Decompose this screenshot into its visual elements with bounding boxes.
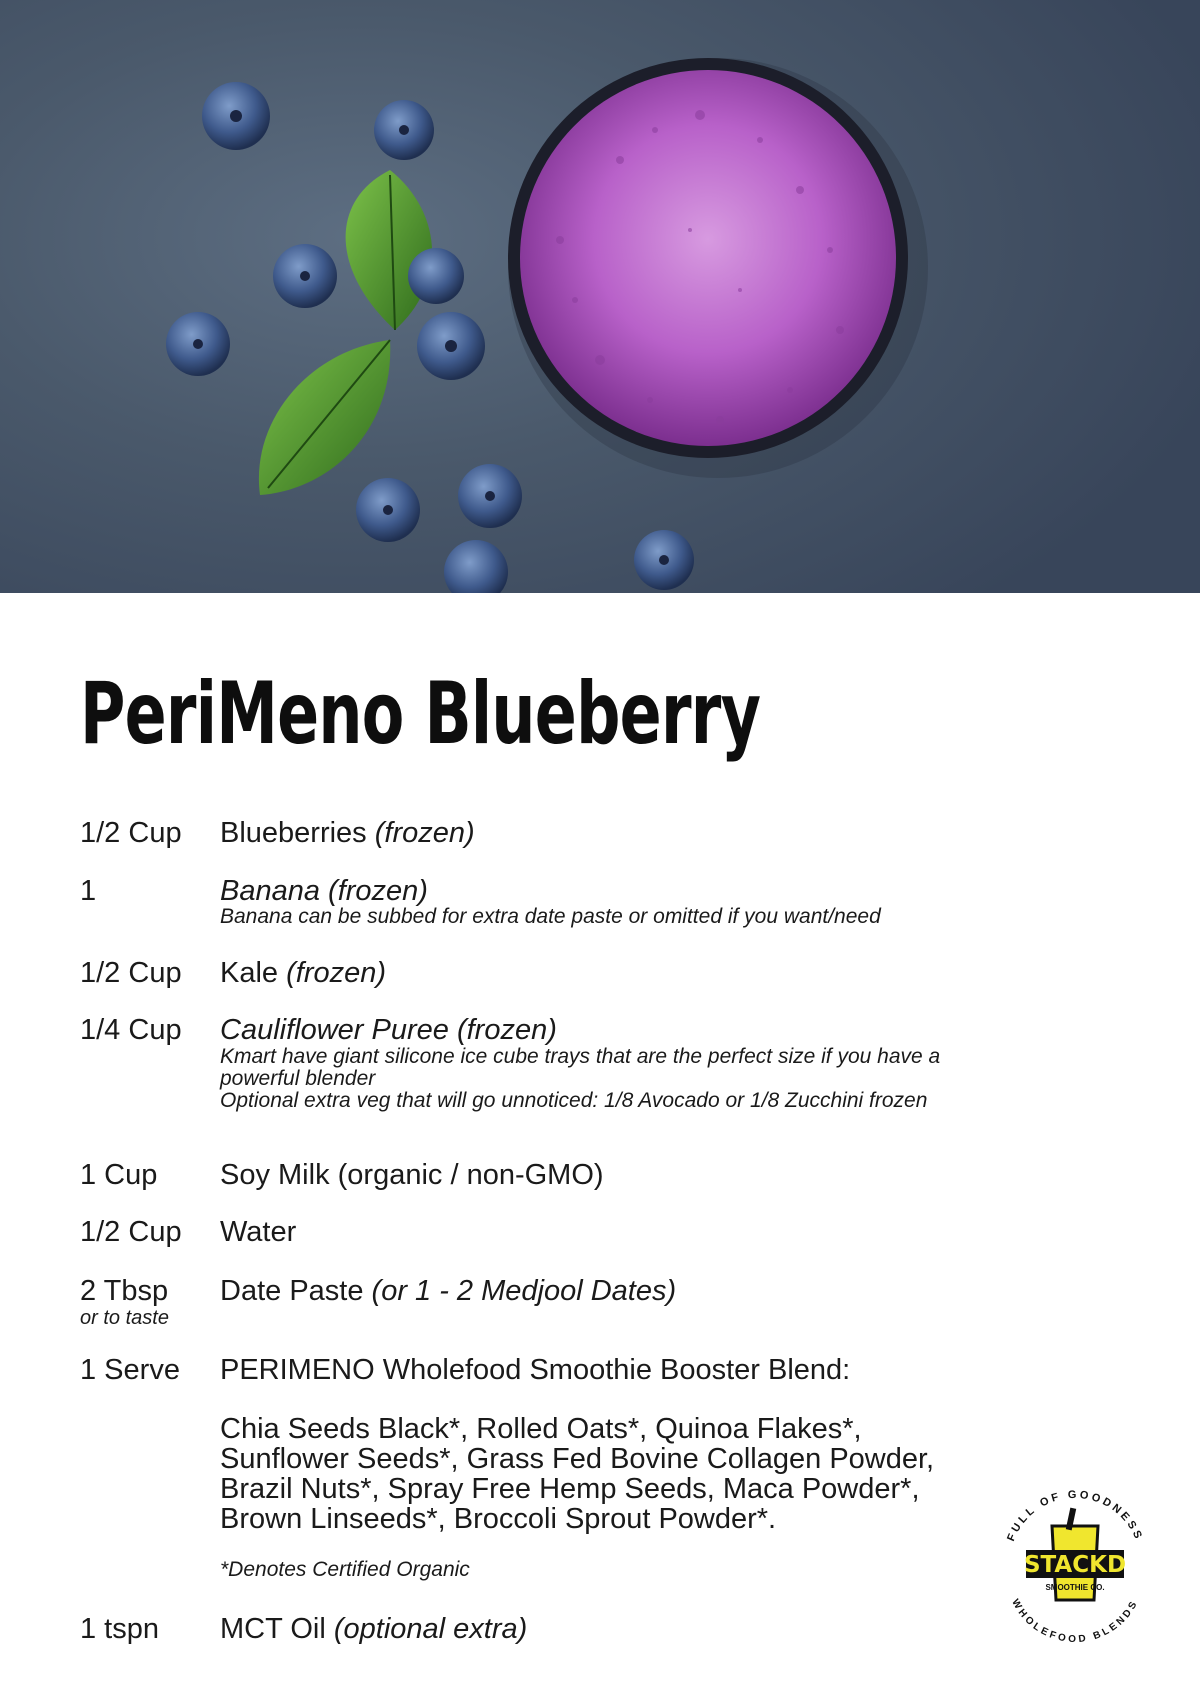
ingredient-qty: 1/4 Cup [80,1014,182,1046]
organic-note: *Denotes Certified Organic [220,1558,470,1581]
ingredient-name: MCT Oil (optional extra) [220,1613,528,1645]
ingredient-qty: 1 Cup [80,1159,158,1191]
ingredient-name: Cauliflower Puree (frozen) [220,1014,557,1046]
logo-ring-top: FULL OF GOODNESS [1005,1488,1145,1544]
ingredient-qty: 1/2 Cup [80,957,182,989]
ingredient-name: Kale (frozen) [220,957,387,989]
ingredient-qty: 2 Tbsp [80,1275,169,1307]
ingredient-name: Water [220,1216,297,1248]
ingredient-qty: 1/2 Cup [80,817,182,849]
basil-leaf-icon [346,170,432,330]
ingredient-qty: 1 tspn [80,1613,159,1645]
ingredient-qty-note: or to taste [80,1307,169,1329]
ingredient-note: Kmart have giant silicone ice cube trays that are the perfect size if you have a powerful blender [220,1045,941,1090]
blend-contents: Chia Seeds Black*, Rolled Oats*, Quinoa Flakes*, Sunflower Seeds*, Grass Fed Bovine Collagen Powder, Brazil Nuts*, Spray Free Hemp Seeds, Maca Powder*, Brown Linseeds*, Broccoli Sprout Powder*. [220,1413,935,1535]
ingredient-name: Blueberries (frozen) [220,817,475,849]
ingredient-qty: 1 [80,875,97,907]
stackd-logo [990,1478,1160,1648]
ingredient-qty: 1/2 Cup [80,1216,182,1248]
hero-photo [0,0,1200,593]
ingredient-name: PERIMENO Wholefood Smoothie Booster Blend: [220,1354,851,1386]
ingredient-name: Date Paste (or 1 - 2 Medjool Dates) [220,1275,677,1307]
logo-sub: SMOOTHIE CO. [1045,1583,1105,1592]
ingredient-note: Banana can be subbed for extra date paste or omitted if you want/need [220,905,881,928]
ingredient-note: Optional extra veg that will go unnoticed: 1/8 Avocado or 1/8 Zucchini frozen [220,1089,928,1112]
smoothie-illustration [0,0,1200,593]
ingredient-name: Banana (frozen) [220,875,428,907]
logo-brand: STACKD [1023,1552,1127,1578]
smoothie-surface [520,70,896,446]
recipe-title: PeriMeno Blueberry [80,664,761,764]
ingredient-qty: 1 Serve [80,1354,180,1386]
svg-text:WHOLEFOOD BLENDS [1009,1598,1141,1646]
logo-ring-bottom: WHOLEFOOD BLENDS [1009,1597,1141,1646]
ingredient-name: Soy Milk (organic / non-GMO) [220,1159,604,1191]
